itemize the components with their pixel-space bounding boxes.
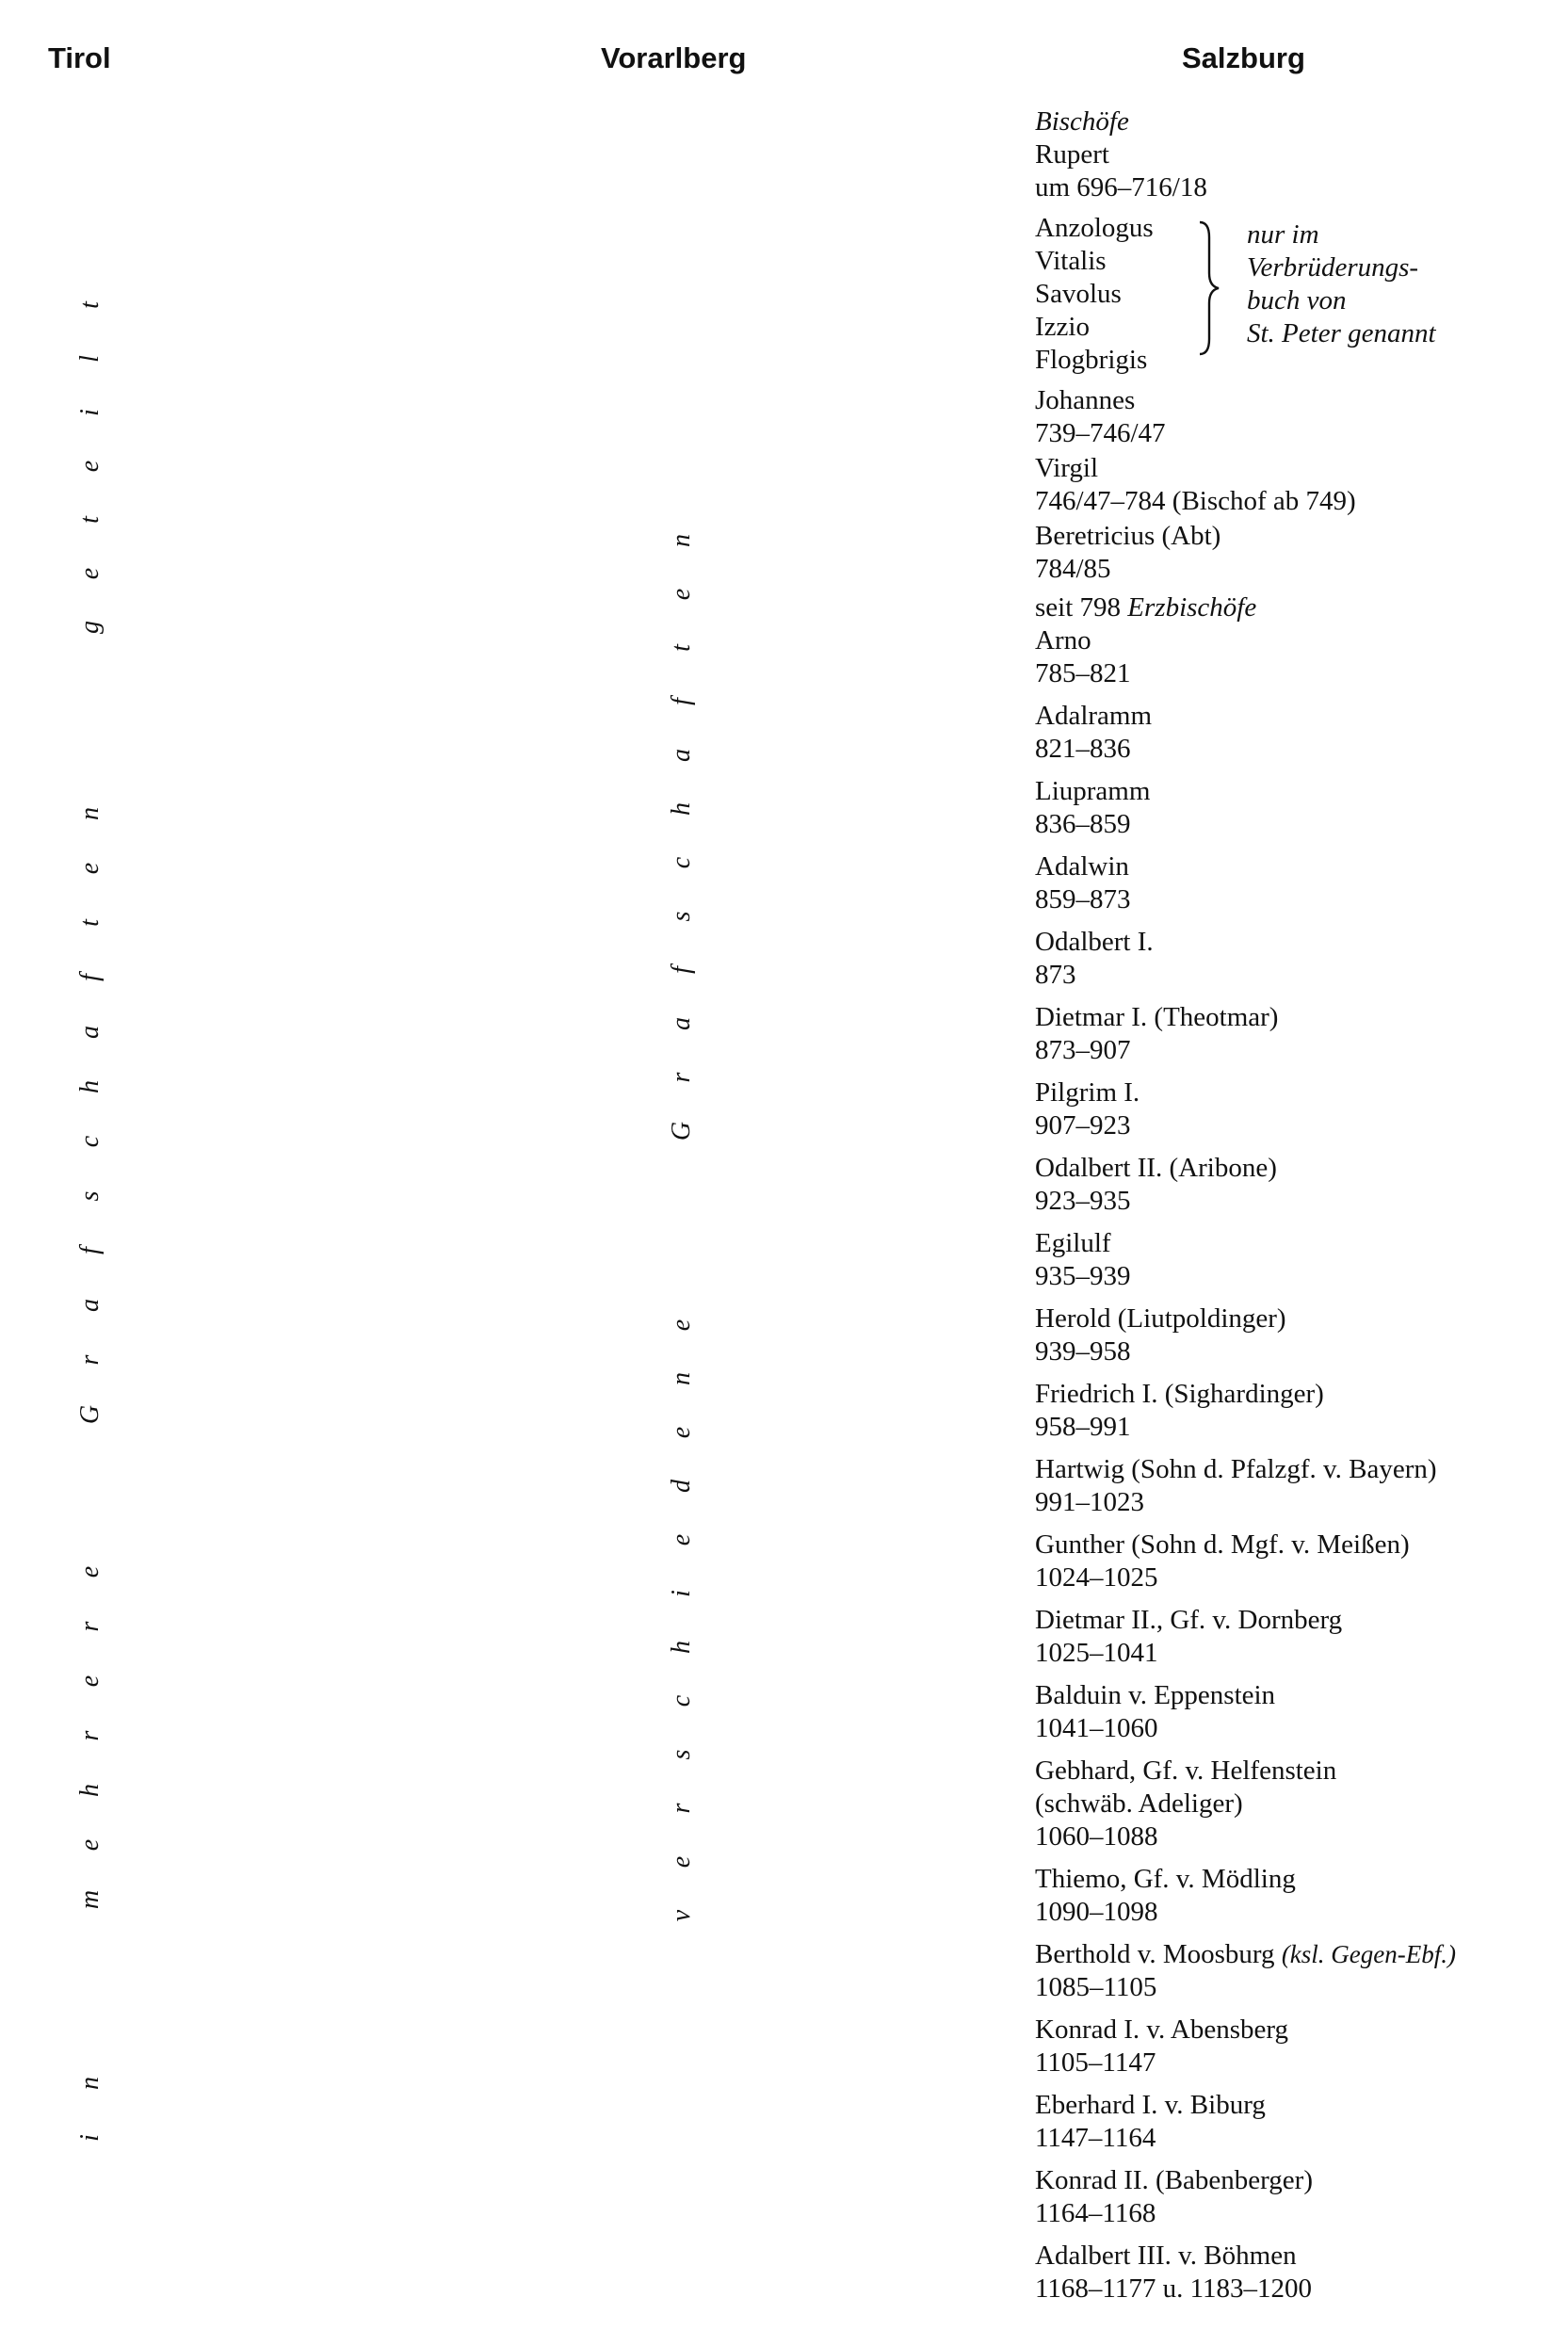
entry-dates: 1090–1098 (1035, 1897, 1158, 1927)
vertical-letter: a (75, 1299, 105, 1312)
brace-note-line: nur im (1247, 219, 1319, 250)
vertical-letter: e (667, 1426, 696, 1439)
salzburg-entry (1035, 1076, 1562, 1142)
vertical-letter: n (75, 2077, 105, 2090)
entry-name: Virgil (1035, 453, 1099, 483)
entry-dates: 821–836 (1035, 734, 1131, 764)
salzburg-entry (1035, 926, 1562, 992)
vertical-letter: t (75, 301, 105, 309)
vertical-letter: s (667, 1749, 696, 1760)
brace-note-line: Verbrüderungs- (1247, 252, 1419, 283)
vertical-letter: r (667, 1072, 696, 1083)
vertical-letter: t (75, 516, 105, 524)
archbishops-heading-line (1035, 591, 1562, 624)
salzburg-entry (1035, 1453, 1562, 1519)
entry-dates: 907–923 (1035, 1110, 1131, 1141)
bishops-heading: Bischöfe (1035, 106, 1129, 137)
header-tirol: Tirol (48, 41, 111, 74)
vertical-letter: G (75, 1404, 105, 1425)
archbishops-heading: Erzbischöfe (1127, 592, 1257, 623)
brace-name: Savolus (1035, 279, 1122, 309)
salzburg-entry (1035, 1378, 1562, 1444)
entry-name: Arno (1035, 625, 1091, 655)
entry-dates: 784/85 (1035, 554, 1111, 584)
vertical-letter: r (75, 1354, 105, 1366)
entry-dates: 746/47–784 (Bischof ab 749) (1035, 486, 1356, 516)
entry-dates: 859–873 (1035, 884, 1131, 914)
vertical-letter: c (667, 1694, 696, 1707)
vertical-letter: d (667, 1480, 696, 1493)
vertical-letter: l (75, 355, 105, 363)
entry-name: Odalbert II. (Aribone) (1035, 1153, 1277, 1183)
vertical-letter: v (667, 1909, 696, 1922)
vertical-letter: f (667, 698, 696, 705)
salzburg-entry (1035, 1938, 1562, 2004)
salzburg-entry (1035, 850, 1562, 916)
salzburg-entry (1035, 452, 1562, 518)
entry-name: Adalwin (1035, 851, 1129, 882)
vertical-letter: i (75, 409, 105, 416)
salzburg-entry (1035, 2240, 1562, 2306)
entry-name: Hartwig (Sohn d. Pfalzgf. v. Bayern) (1035, 1454, 1437, 1484)
vertical-letter: r (75, 1621, 105, 1632)
salzburg-entry (1035, 1604, 1562, 1670)
entry-name: Johannes (1035, 385, 1136, 415)
vertical-letter: e (75, 1838, 105, 1852)
salzburg-entry (1035, 700, 1562, 766)
entry-dates: 923–935 (1035, 1186, 1131, 1216)
brace-name: Vitalis (1035, 246, 1107, 276)
archbishops-prefix: seit 798 (1035, 592, 1128, 623)
entry-name: Balduin v. Eppenstein (1035, 1680, 1276, 1710)
entry-name: Dietmar II., Gf. v. Dornberg (1035, 1605, 1343, 1635)
entry-name: Gunther (Sohn d. Mgf. v. Meißen) (1035, 1529, 1410, 1560)
entry-name: Berthold v. Moosburg (1035, 1939, 1282, 1969)
header-salzburg: Salzburg (1182, 41, 1305, 74)
vertical-letter: f (667, 966, 696, 974)
entry-dates: 1168–1177 u. 1183–1200 (1035, 2273, 1313, 2304)
entry-dates: 991–1023 (1035, 1487, 1144, 1517)
entry-dates: 785–821 (1035, 658, 1131, 688)
header-vorarlberg: Vorarlberg (601, 41, 747, 74)
entry-dates: 873–907 (1035, 1035, 1131, 1065)
entry-name: Odalbert I. (1035, 927, 1154, 957)
vertical-letter: i (667, 1590, 696, 1597)
vertical-letter: e (667, 1319, 696, 1332)
rupert-dates: um 696–716/18 (1035, 172, 1207, 202)
entry-dates: 1105–1147 (1035, 2047, 1156, 2078)
entry-name: Konrad II. (Babenberger) (1035, 2165, 1313, 2195)
entry-name: Dietmar I. (Theotmar) (1035, 1002, 1279, 1032)
entry-dates: 935–939 (1035, 1261, 1131, 1291)
vertical-letter: e (75, 862, 105, 875)
entry-name: Adalramm (1035, 701, 1153, 731)
vertical-letter: c (667, 856, 696, 869)
salzburg-entry (1035, 1755, 1562, 1853)
entry-dates: 1164–1168 (1035, 2198, 1156, 2228)
entry-dates: 1024–1025 (1035, 1562, 1158, 1593)
vertical-letter: h (75, 1784, 105, 1797)
rupert-name: Rupert (1035, 139, 1109, 170)
vertical-letter: i (75, 2134, 105, 2142)
vertical-letter: s (667, 911, 696, 922)
vertical-letter: e (75, 1565, 105, 1578)
salzburg-entry (1035, 775, 1562, 841)
vertical-letter: s (75, 1190, 105, 1202)
brace-note-line: buch von (1247, 285, 1347, 316)
entry-name: Herold (Liutpoldinger) (1035, 1303, 1286, 1334)
vertical-letter: h (75, 1080, 105, 1093)
vertical-letter: h (667, 802, 696, 816)
entry-extra: (schwäb. Adeliger) (1035, 1788, 1243, 1819)
entry-dates: 873 (1035, 960, 1076, 990)
salzburg-entry (1035, 1863, 1562, 1929)
curly-brace (1194, 218, 1222, 358)
entry-name: Friedrich I. (Sighardinger) (1035, 1379, 1324, 1409)
salzburg-entry (1035, 624, 1562, 690)
entry-name: Eberhard I. v. Biburg (1035, 2090, 1266, 2120)
vertical-letter: g (75, 621, 105, 634)
entry-name: Egilulf (1035, 1228, 1111, 1258)
early-bishops-list (1035, 384, 1562, 588)
vertical-letter: t (667, 644, 696, 652)
salzburg-column (1035, 105, 1562, 2315)
vertical-letter: e (667, 1533, 696, 1546)
vertical-letter: n (75, 807, 105, 820)
entry-dates: 1041–1060 (1035, 1713, 1158, 1743)
entry-name: Adalbert III. v. Böhmen (1035, 2241, 1297, 2271)
salzburg-entry (1035, 384, 1562, 450)
vertical-letter: e (75, 460, 105, 473)
salzburg-entry (1035, 2164, 1562, 2230)
brace-note-line: St. Peter genannt (1247, 318, 1436, 348)
vertical-letter: e (75, 567, 105, 580)
vertical-letter: h (667, 1641, 696, 1654)
salzburg-entry (1035, 1303, 1562, 1368)
vertical-letter: e (75, 1675, 105, 1688)
brace-name: Anzologus (1035, 213, 1154, 243)
brace-name: Flogbrigis (1035, 345, 1148, 375)
entry-dates: 1060–1088 (1035, 1821, 1158, 1852)
salzburg-entry (1035, 1529, 1562, 1594)
salzburg-entry (1035, 2014, 1562, 2079)
vertical-letter: m (75, 1889, 105, 1910)
entry-name: Konrad I. v. Abensberg (1035, 2014, 1289, 2045)
vertical-letter: a (667, 1017, 696, 1030)
entry-dates: 1147–1164 (1035, 2123, 1156, 2153)
salzburg-entry (1035, 2089, 1562, 2155)
vertical-letter: c (75, 1135, 105, 1148)
vertical-letter: f (75, 1247, 105, 1254)
salzburg-entry (1035, 520, 1562, 586)
vertical-letter: f (75, 974, 105, 981)
entry-dates: 1085–1105 (1035, 1972, 1157, 2002)
vertical-letter: G (667, 1121, 696, 1141)
entry-name: Beretricius (Abt) (1035, 521, 1221, 551)
entry-name: Pilgrim I. (1035, 1077, 1140, 1108)
brace-name: Izzio (1035, 312, 1090, 342)
salzburg-entry (1035, 1001, 1562, 1067)
entry-dates: 958–991 (1035, 1412, 1131, 1442)
entry-dates: 1025–1041 (1035, 1638, 1158, 1668)
salzburg-entry (1035, 1227, 1562, 1293)
vertical-letter: r (667, 1803, 696, 1814)
entry-dates: 836–859 (1035, 809, 1131, 839)
entry-dates: 939–958 (1035, 1336, 1131, 1367)
entry-name: Thiemo, Gf. v. Mödling (1035, 1864, 1296, 1894)
vertical-letter: t (75, 919, 105, 927)
entry-name: Gebhard, Gf. v. Helfenstein (1035, 1756, 1337, 1786)
salzburg-entry (1035, 1679, 1562, 1745)
vertical-letter: a (75, 1026, 105, 1039)
salzburg-entry (1035, 1152, 1562, 1218)
entry-note: (ksl. Gegen-Ebf.) (1281, 1940, 1456, 1968)
entry-name: Liupramm (1035, 776, 1151, 806)
vertical-letter: n (667, 534, 696, 547)
entry-dates: 739–746/47 (1035, 418, 1166, 448)
brace-note (1247, 218, 1436, 350)
vertical-letter: e (667, 1855, 696, 1869)
vertical-letter: r (75, 1730, 105, 1741)
archbishops-list (1035, 624, 1562, 2315)
vertical-letter: n (667, 1372, 696, 1385)
vertical-letter: e (667, 588, 696, 601)
vertical-letter: a (667, 749, 696, 762)
